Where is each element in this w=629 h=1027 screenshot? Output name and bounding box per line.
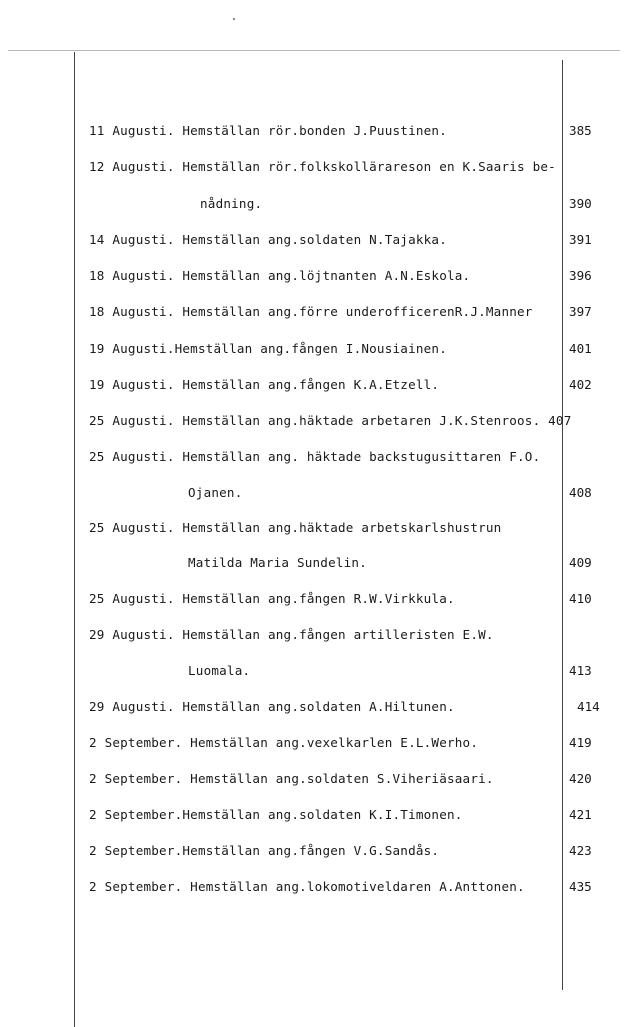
list-item: [0, 374, 629, 396]
list-item: [0, 446, 629, 468]
page-number: 396: [569, 268, 592, 283]
page-number: 402: [569, 377, 592, 392]
list-item: [0, 265, 629, 287]
entry-text: 2 September. Hemställan ang.lokomotiveldaren A.Anttonen.: [89, 879, 525, 894]
list-item: [0, 229, 629, 251]
entry-text: 2 September. Hemställan ang.vexelkarlen E.L.Werho.: [89, 735, 479, 750]
entry-text: Luomala.: [188, 663, 251, 678]
page-number: 409: [569, 555, 592, 570]
list-item: [0, 338, 629, 360]
entry-text: 19 Augusti.Hemställan ang.fången I.Nousiainen.: [89, 341, 447, 356]
page-number: 410: [569, 591, 592, 606]
list-item: [0, 120, 629, 142]
entry-text: 14 Augusti. Hemställan ang.soldaten N.Tajakka.: [89, 232, 447, 247]
list-item: [0, 410, 629, 432]
top-rule: [8, 50, 620, 51]
entry-text: 19 Augusti. Hemställan ang.fången K.A.Etzell.: [89, 377, 440, 392]
entry-text: 12 Augusti. Hemställan rör.folkskollärareson en K.Saaris be-: [89, 159, 556, 174]
entry-text: 18 Augusti. Hemställan ang.förre underofficerenR.J.Manner: [89, 304, 533, 319]
list-item: [0, 840, 629, 862]
list-item: [0, 193, 629, 215]
page-number: 420: [569, 771, 592, 786]
list-item: [0, 588, 629, 610]
entry-text: 2 September.Hemställan ang.fången V.G.Sandås.: [89, 843, 440, 858]
page-number: 401: [569, 341, 592, 356]
page-number: 408: [569, 485, 592, 500]
entry-text: Ojanen.: [188, 485, 243, 500]
page-number: 421: [569, 807, 592, 822]
list-item: [0, 876, 629, 898]
paper-speck: [233, 18, 235, 20]
list-item: [0, 301, 629, 323]
page-number: 435: [569, 879, 592, 894]
entry-text: 25 Augusti. Hemställan ang.fången R.W.Virkkula.: [89, 591, 455, 606]
list-item: [0, 156, 629, 178]
entry-text: 25 Augusti. Hemställan ang. häktade backstugusittaren F.O.: [89, 449, 541, 464]
entry-text: 2 September. Hemställan ang.soldaten S.Viheriäsaari.: [89, 771, 494, 786]
page-number: 390: [569, 196, 592, 211]
list-item: [0, 482, 629, 504]
list-item: [0, 517, 629, 539]
entry-text: 25 Augusti. Hemställan ang.häktade arbetskarlshustrun: [89, 520, 502, 535]
entry-text: 25 Augusti. Hemställan ang.häktade arbetaren J.K.Stenroos. 407: [89, 413, 572, 428]
entry-text: Matilda Maria Sundelin.: [188, 555, 367, 570]
entry-text: 2 September.Hemställan ang.soldaten K.I.Timonen.: [89, 807, 463, 822]
entry-text: 29 Augusti. Hemställan ang.fången artilleristen E.W.: [89, 627, 494, 642]
list-item: [0, 624, 629, 646]
list-item: [0, 696, 629, 718]
list-item: [0, 804, 629, 826]
list-item: [0, 732, 629, 754]
page-number: 413: [569, 663, 592, 678]
entry-text: 11 Augusti. Hemställan rör.bonden J.Puustinen.: [89, 123, 447, 138]
page-number: 397: [569, 304, 592, 319]
list-item: [0, 552, 629, 574]
page-number: 423: [569, 843, 592, 858]
entry-text: 29 Augusti. Hemställan ang.soldaten A.Hiltunen.: [89, 699, 455, 714]
entry-text: 18 Augusti. Hemställan ang.löjtnanten A.N.Eskola.: [89, 268, 471, 283]
page-number: 391: [569, 232, 592, 247]
list-item: [0, 768, 629, 790]
list-item: [0, 660, 629, 682]
entry-text: nådning.: [200, 196, 263, 211]
page-number: 419: [569, 735, 592, 750]
page-number: 385: [569, 123, 592, 138]
page-number: 414: [577, 699, 600, 714]
